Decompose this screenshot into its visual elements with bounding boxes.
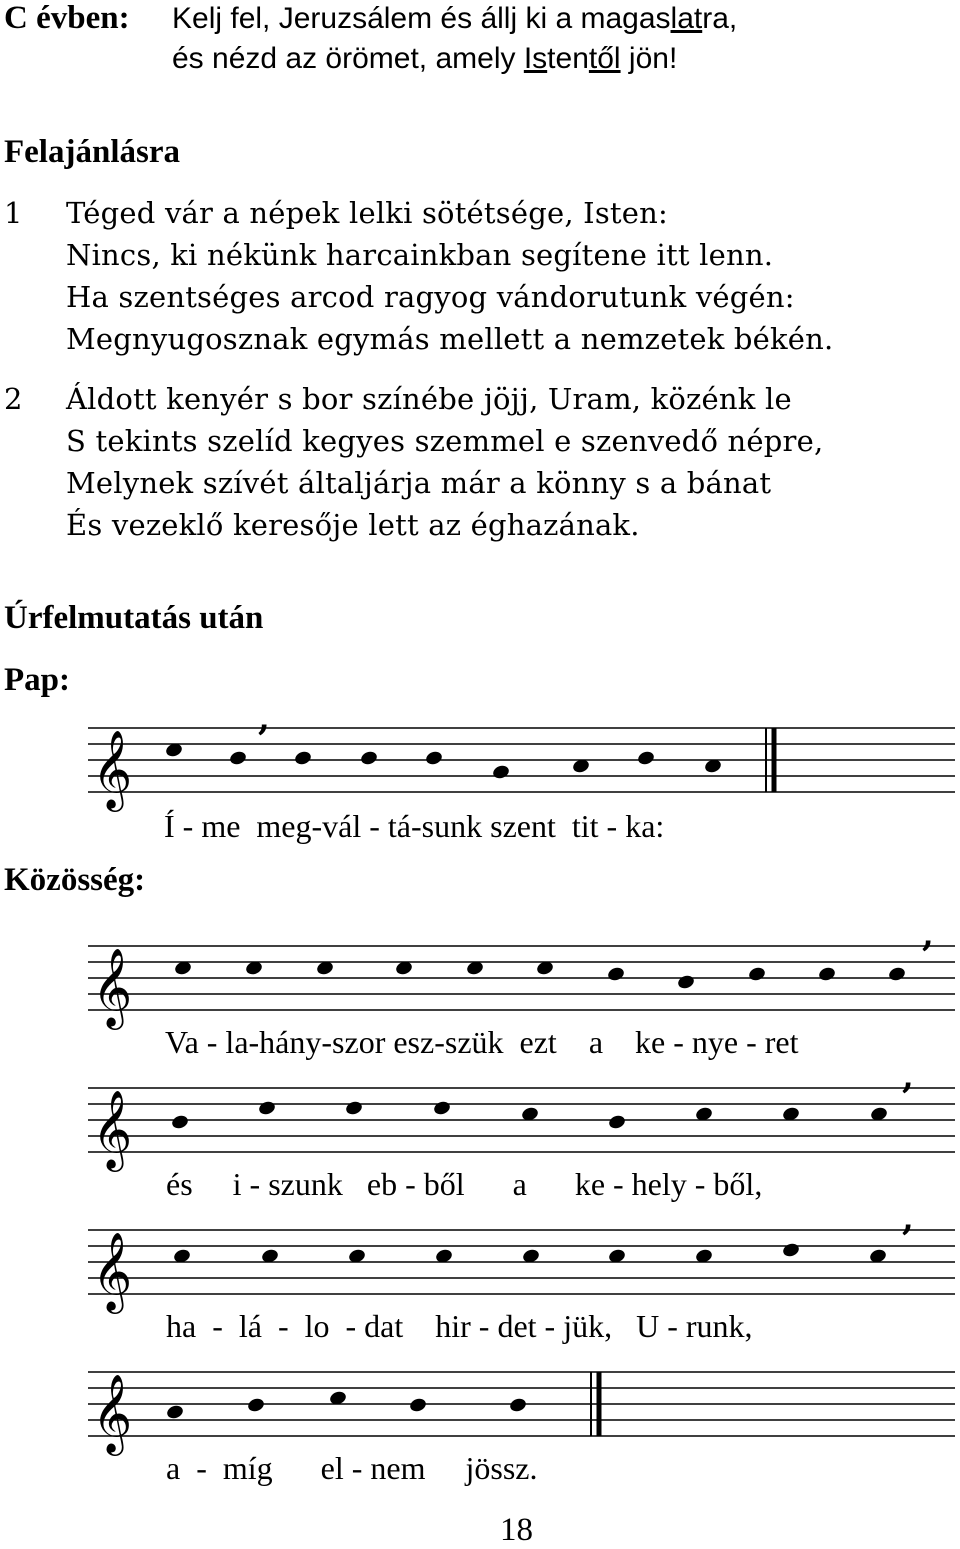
treble-clef-icon: 𝄞 xyxy=(92,1374,133,1453)
verse-2-number: 2 xyxy=(4,382,23,416)
verse-1-number: 1 xyxy=(4,196,23,230)
music-staff-kozosseg-4 xyxy=(0,1346,960,1456)
c-evben-label: C évben: xyxy=(4,0,130,36)
treble-clef-icon: 𝄞 xyxy=(92,1090,133,1169)
lyric-line-kozosseg-2: és i - szunk eb - ből a ke - hely - ből, xyxy=(166,1166,763,1202)
verse-2-line: És vezeklő keresője lett az éghazának. xyxy=(66,508,640,542)
lyric-line-pap: Í - me meg-vál - tá-sunk szent tit - ka: xyxy=(164,808,665,844)
felajanlasra-heading: Felajánlásra xyxy=(4,134,180,170)
verse-1-line: Nincs, ki nékünk harcainkban segítene itt lenn. xyxy=(66,238,774,272)
pap-label: Pap: xyxy=(4,662,70,698)
verse-1-line: Megnyugosznak egymás mellett a nemzetek békén. xyxy=(66,322,834,356)
lyric-line-kozosseg-4: a - míg el - nem jössz. xyxy=(166,1450,538,1486)
kozosseg-label: Közösség: xyxy=(4,862,146,898)
page-number: 18 xyxy=(500,1512,533,1548)
treble-clef-icon: 𝄞 xyxy=(92,948,133,1027)
verse-1-line: Ha szentséges arcod ragyog vándorutunk végén: xyxy=(66,280,795,314)
breath-mark-icon: , xyxy=(258,699,270,739)
music-staff-kozosseg-1 xyxy=(0,915,960,1030)
verse-2-line: Áldott kenyér s bor színébe jöjj, Uram, közénk le xyxy=(66,382,792,416)
c-evben-line-2: és nézd az örömet, amely Istentől jön! xyxy=(172,42,678,75)
lyric-line-kozosseg-1: Va - la-hány-szor esz-szük ezt a ke - nye - ret xyxy=(165,1024,799,1060)
music-staff-kozosseg-3 xyxy=(0,1199,960,1314)
lyric-line-kozosseg-3: ha - lá - lo - dat hir - det - jük, U - runk, xyxy=(166,1308,753,1344)
c-evben-line-1: Kelj fel, Jeruzsálem és állj ki a magaslatra, xyxy=(172,2,738,35)
verse-2-line: Melynek szívét általjárja már a könny s a bánat xyxy=(66,466,772,500)
notes xyxy=(164,742,722,781)
breath-mark-icon: , xyxy=(902,1057,914,1097)
music-staff-pap xyxy=(0,699,960,812)
verse-1-line: Téged vár a népek lelki sötétsége, Isten: xyxy=(66,196,668,230)
verse-2-line: S tekints szelíd kegyes szemmel e szenvedő népre, xyxy=(66,424,824,458)
breath-mark-icon: , xyxy=(922,915,934,955)
breath-mark-icon: , xyxy=(902,1199,914,1239)
treble-clef-icon: 𝄞 xyxy=(92,1232,133,1311)
music-staff-kozosseg-2 xyxy=(0,1057,960,1172)
treble-clef-icon: 𝄞 xyxy=(92,730,133,809)
urfelmutatas-heading: Úrfelmutatás után xyxy=(4,600,264,636)
